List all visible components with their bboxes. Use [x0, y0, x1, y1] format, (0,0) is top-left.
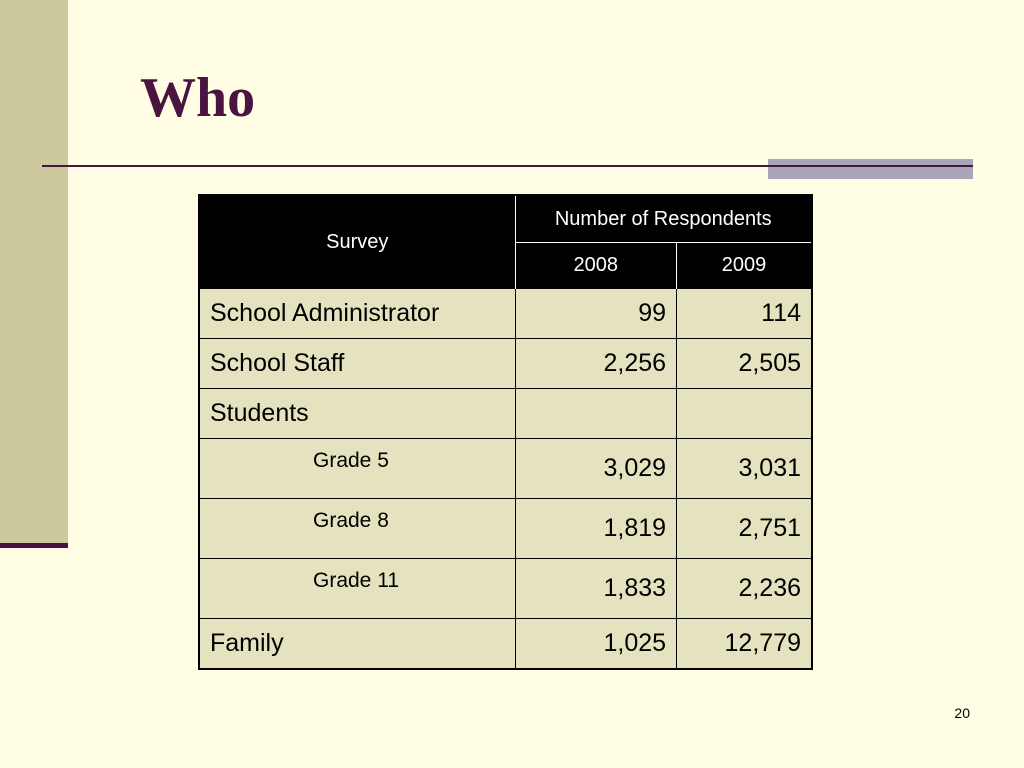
row-label: School Staff	[199, 339, 515, 389]
table-row	[199, 499, 812, 559]
header-year-2008: 2008	[515, 243, 677, 289]
table-row	[199, 339, 812, 389]
table-row	[199, 559, 812, 619]
row-label: Grade 11	[199, 559, 515, 619]
table-row	[199, 619, 812, 670]
header-survey: Survey	[199, 195, 515, 289]
header-number-of-respondents: Number of Respondents	[515, 195, 812, 243]
title-accent-bar	[768, 159, 973, 179]
value-2008: 99	[515, 289, 677, 339]
value-2008: 1,833	[515, 559, 677, 619]
table-row	[199, 389, 812, 439]
header-year-2009: 2009	[677, 243, 812, 289]
table-row	[199, 439, 812, 499]
value-2009: 2,751	[677, 499, 812, 559]
slide-title: Who	[140, 67, 256, 129]
row-label: Family	[199, 619, 515, 670]
value-2009	[677, 389, 812, 439]
value-2008: 1,819	[515, 499, 677, 559]
value-2009: 12,779	[677, 619, 812, 670]
side-decor-bar	[0, 0, 68, 545]
value-2008	[515, 389, 677, 439]
row-label: School Administrator	[199, 289, 515, 339]
row-label: Grade 8	[199, 499, 515, 559]
title-accent-line	[768, 165, 973, 167]
value-2008: 2,256	[515, 339, 677, 389]
value-2008: 3,029	[515, 439, 677, 499]
row-label: Students	[199, 389, 515, 439]
respondents-table	[198, 194, 813, 670]
value-2009: 3,031	[677, 439, 812, 499]
value-2009: 114	[677, 289, 812, 339]
value-2009: 2,236	[677, 559, 812, 619]
side-decor-underline	[0, 543, 68, 548]
value-2008: 1,025	[515, 619, 677, 670]
page-number: 20	[954, 705, 970, 721]
table-row	[199, 289, 812, 339]
value-2009: 2,505	[677, 339, 812, 389]
row-label: Grade 5	[199, 439, 515, 499]
